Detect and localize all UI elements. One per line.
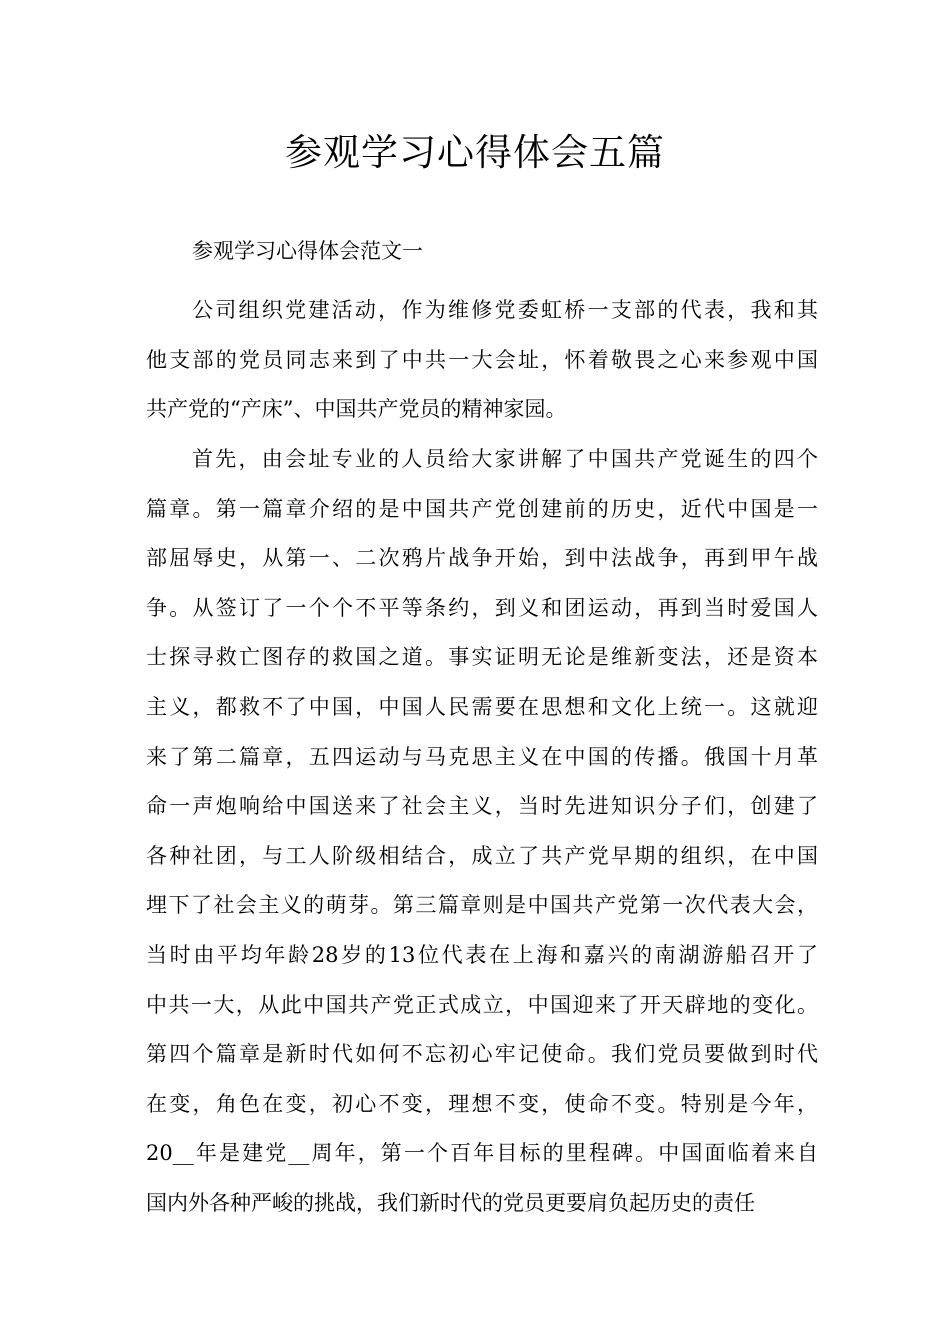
text-line: 命一声炮响给中国送来了社会主义，当时先进知识分子们，创建了: [146, 794, 818, 819]
text-line: 篇章。第一篇章介绍的是中国共产党创建前的历史，近代中国是一: [146, 496, 818, 521]
text-line: 首先，由会址专业的人员给大家讲解了中国共产党诞生的四个: [192, 447, 818, 471]
document-title: 参观学习心得体会五篇: [285, 131, 665, 174]
text-line: 在变，角色在变，初心不变，理想不变，使命不变。特别是今年，: [146, 1091, 818, 1116]
text-line: 共产党的“产床”、中国共产党员的精神家园。: [146, 397, 567, 422]
paragraph-1: [146, 286, 818, 435]
text-line: 他支部的党员同志来到了中共一大会址，怀着敬畏之心来参观中国: [146, 347, 818, 372]
text-line: 埋下了社会主义的萌芽。第三篇章则是中国共产党第一次代表大会，: [146, 893, 818, 918]
text-line: 主义，都救不了中国，中国人民需要在思想和文化上统一。这就迎: [146, 694, 818, 719]
section-subtitle: 参观学习心得体会范文一: [192, 239, 423, 263]
text-line: 士探寻救亡图存的救国之道。事实证明无论是维新变法，还是资本: [146, 645, 818, 670]
text-line: 争。从签订了一个个不平等条约，到义和团运动，再到当时爱国人: [146, 595, 818, 620]
text-line: 部屈辱史，从第一、二次鸦片战争开始，到中法战争，再到甲午战: [146, 546, 818, 571]
text-line: 20__年是建党__周年，第一个百年目标的里程碑。中国面临着来自: [146, 1141, 818, 1166]
paragraph-2: [146, 435, 818, 1229]
text-line: 来了第二篇章，五四运动与马克思主义在中国的传播。俄国十月革: [146, 744, 818, 769]
text-line: 国内外各种严峻的挑战，我们新时代的党员更要肩负起历史的责任: [146, 1190, 755, 1215]
text-line: 公司组织党建活动，作为维修党委虹桥一支部的代表，我和其: [192, 298, 818, 322]
text-line: 各种社团，与工人阶级相结合，成立了共产党早期的组织，在中国: [146, 843, 818, 868]
text-line: 中共一大，从此中国共产党正式成立，中国迎来了开天辟地的变化。: [146, 992, 818, 1017]
text-line: 当时由平均年龄28岁的13位代表在上海和嘉兴的南湖游船召开了: [146, 942, 818, 967]
text-line: 第四个篇章是新时代如何不忘初心牢记使命。我们党员要做到时代: [146, 1042, 818, 1067]
